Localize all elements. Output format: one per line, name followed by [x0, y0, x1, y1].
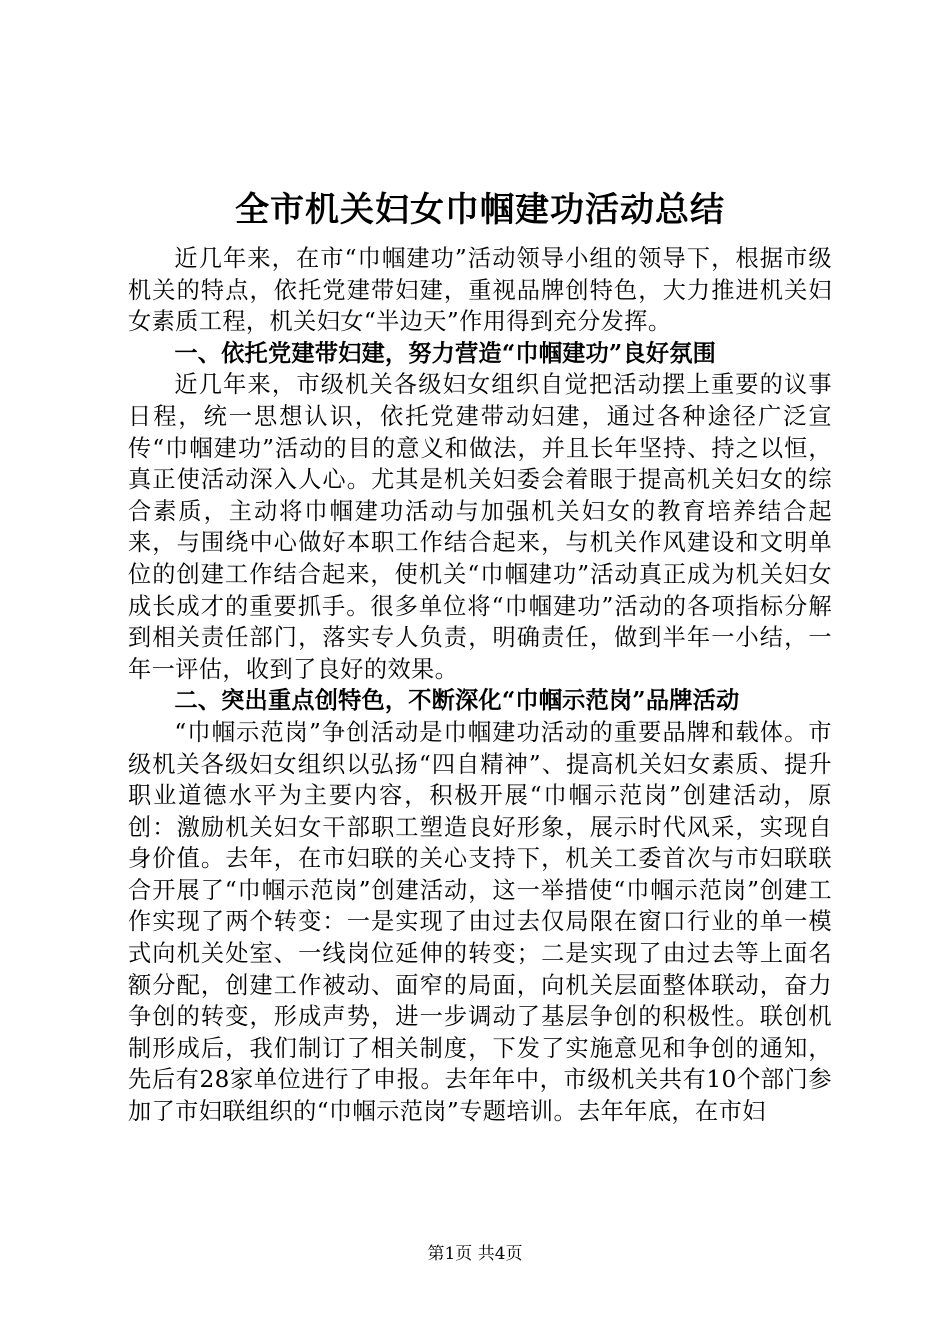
section-2-paragraph: “巾帼示范岗”争创活动是巾帼建功活动的重要品牌和载体。市级机关各级妇女组织以弘扬“四自精神”、提高机关妇女素质、提升职业道德水平为主要内容，积极开展“巾帼示范岗”创建活动，原创：激励机关妇女干部职工塑造良好形象，展示时代风采，实现自身价值。去年，在市妇联的关心支持下，机关工委首次与市妇联联合开展了“巾帼示范岗”创建活动，这一举措使“巾帼示范岗”创建工作实现了两个转变：一是实现了由过去仅局限在窗口行业的单一模式向机关处室、一线岗位延伸的转变；二是实现了由过去等上面名额分配，创建工作被动、面窄的局面，向机关层面整体联动，奋力争创的转变，形成声势，进一步调动了基层争创的积极性。联创机制形成后，我们制订了相关制度，下发了实施意见和争创的通知，先后有28家单位进行了申报。去年年中，市级机关共有10个部门参加了市妇联组织的“巾帼示范岗”专题培训。去年年底，在市妇 [128, 718, 832, 1126]
section-1-heading: 一、依托党建带妇建，努力营造“巾帼建功”良好氛围 [174, 339, 716, 367]
section-1-paragraph: 近几年来，市级机关各级妇女组织自觉把活动摆上重要的议事日程，统一思想认识，依托党建带动妇建，通过各种途径广泛宣传“巾帼建功”活动的目的意义和做法，并且长年坚持、持之以恒，真正使活动深入人心。尤其是机关妇委会着眼于提高机关妇女的综合素质，主动将巾帼建功活动与加强机关妇女的教育培养结合起来，与围绕中心做好本职工作结合起来，与机关作风建设和文明单位的创建工作结合起来，使机关“巾帼建功”活动真正成为机关妇女成长成才的重要抓手。很多单位将“巾帼建功”活动的各项指标分解到相关责任部门，落实专人负责，明确责任，做到半年一小结，一年一评估，收到了良好的效果。 [128, 371, 832, 683]
intro-paragraph: 近几年来，在市“巾帼建功”活动领导小组的领导下，根据市级机关的特点，依托党建带妇建，重视品牌创特色，大力推进机关妇女素质工程，机关妇女“半边天”作用得到充分发挥。 [128, 245, 832, 336]
section-2-heading: 二、突出重点创特色，不断深化“巾帼示范岗”品牌活动 [174, 687, 740, 715]
page-number-footer: 第1页 共4页 [427, 1244, 523, 1264]
document-title: 全市机关妇女巾帼建功活动总结 [235, 190, 725, 230]
document-body [128, 186, 832, 1128]
